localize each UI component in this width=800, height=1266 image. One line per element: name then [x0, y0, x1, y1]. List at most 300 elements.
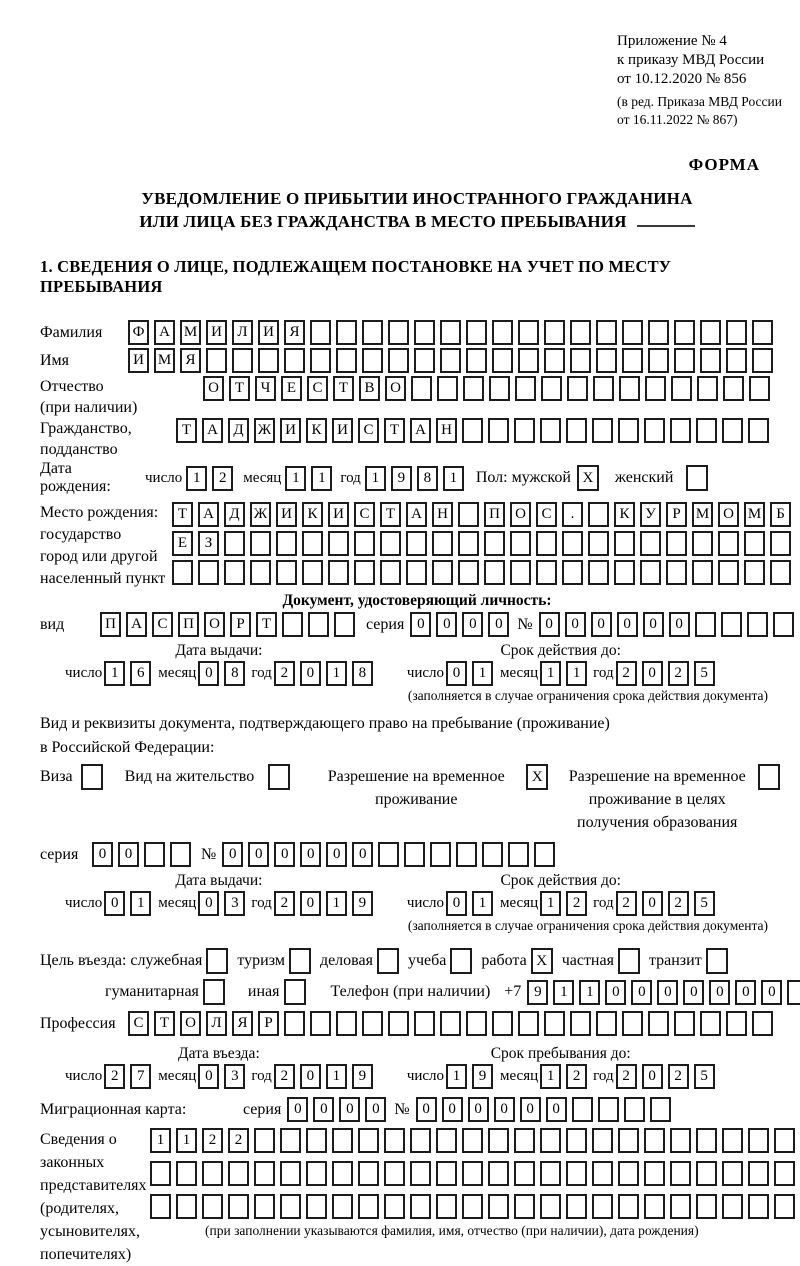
char-cell[interactable]: [458, 531, 479, 556]
char-cell[interactable]: [692, 560, 713, 585]
char-cell[interactable]: Т: [380, 502, 401, 527]
purpose-business-checkbox[interactable]: [206, 948, 228, 974]
char-cell[interactable]: [150, 1194, 171, 1219]
char-cell[interactable]: [336, 320, 357, 345]
char-cell[interactable]: П: [484, 502, 505, 527]
char-cell[interactable]: [640, 560, 661, 585]
char-cell[interactable]: Н: [432, 502, 453, 527]
char-cell[interactable]: Е: [281, 376, 302, 401]
char-cell[interactable]: 1: [326, 1064, 347, 1089]
char-cell[interactable]: [332, 1128, 353, 1153]
char-cell[interactable]: [280, 1128, 301, 1153]
char-cell[interactable]: [462, 1194, 483, 1219]
char-cell[interactable]: К: [614, 502, 635, 527]
char-cell[interactable]: 0: [643, 612, 664, 637]
char-cell[interactable]: [258, 348, 279, 373]
purpose-tourism-checkbox[interactable]: [289, 948, 311, 974]
char-cell[interactable]: [414, 320, 435, 345]
char-cell[interactable]: З: [198, 531, 219, 556]
char-cell[interactable]: 0: [198, 661, 219, 686]
char-cell[interactable]: И: [332, 418, 353, 443]
char-cell[interactable]: 1: [186, 466, 207, 491]
char-cell[interactable]: [544, 320, 565, 345]
char-cell[interactable]: 3: [224, 1064, 245, 1089]
char-cell[interactable]: И: [280, 418, 301, 443]
char-cell[interactable]: [306, 1128, 327, 1153]
char-cell[interactable]: [336, 1011, 357, 1036]
char-cell[interactable]: 0: [326, 842, 347, 867]
char-cell[interactable]: [462, 1128, 483, 1153]
char-cell[interactable]: П: [178, 612, 199, 637]
char-cell[interactable]: [624, 1097, 645, 1122]
char-cell[interactable]: [482, 842, 503, 867]
char-cell[interactable]: [224, 560, 245, 585]
char-cell[interactable]: [488, 418, 509, 443]
char-cell[interactable]: 2: [202, 1128, 223, 1153]
char-cell[interactable]: [570, 348, 591, 373]
char-cell[interactable]: Д: [224, 502, 245, 527]
char-cell[interactable]: [534, 842, 555, 867]
char-cell[interactable]: [671, 376, 692, 401]
char-cell[interactable]: [696, 1194, 717, 1219]
char-cell[interactable]: Р: [666, 502, 687, 527]
char-cell[interactable]: [440, 1011, 461, 1036]
char-cell[interactable]: [544, 348, 565, 373]
char-cell[interactable]: С: [354, 502, 375, 527]
char-cell[interactable]: 0: [683, 980, 704, 1005]
char-cell[interactable]: 0: [300, 842, 321, 867]
char-cell[interactable]: [176, 1194, 197, 1219]
temp-residence-checkbox[interactable]: X: [526, 764, 548, 790]
char-cell[interactable]: [302, 531, 323, 556]
char-cell[interactable]: Т: [384, 418, 405, 443]
char-cell[interactable]: 1: [365, 466, 386, 491]
char-cell[interactable]: 0: [462, 612, 483, 637]
char-cell[interactable]: 2: [212, 466, 233, 491]
char-cell[interactable]: 0: [339, 1097, 360, 1122]
char-cell[interactable]: [692, 531, 713, 556]
char-cell[interactable]: [406, 531, 427, 556]
char-cell[interactable]: [384, 1161, 405, 1186]
char-cell[interactable]: [726, 1011, 747, 1036]
char-cell[interactable]: [456, 842, 477, 867]
char-cell[interactable]: [670, 1161, 691, 1186]
char-cell[interactable]: [592, 1161, 613, 1186]
char-cell[interactable]: [432, 531, 453, 556]
char-cell[interactable]: У: [640, 502, 661, 527]
char-cell[interactable]: [748, 1161, 769, 1186]
char-cell[interactable]: [484, 531, 505, 556]
char-cell[interactable]: [518, 1011, 539, 1036]
char-cell[interactable]: [514, 1194, 535, 1219]
char-cell[interactable]: 2: [668, 1064, 689, 1089]
char-cell[interactable]: [670, 418, 691, 443]
char-cell[interactable]: [648, 348, 669, 373]
char-cell[interactable]: [674, 1011, 695, 1036]
char-cell[interactable]: [666, 560, 687, 585]
char-cell[interactable]: Т: [176, 418, 197, 443]
char-cell[interactable]: А: [198, 502, 219, 527]
char-cell[interactable]: [358, 1161, 379, 1186]
char-cell[interactable]: [328, 531, 349, 556]
char-cell[interactable]: [458, 560, 479, 585]
char-cell[interactable]: 0: [365, 1097, 386, 1122]
char-cell[interactable]: [749, 376, 770, 401]
char-cell[interactable]: [202, 1194, 223, 1219]
char-cell[interactable]: 0: [642, 891, 663, 916]
char-cell[interactable]: [593, 376, 614, 401]
char-cell[interactable]: [566, 1194, 587, 1219]
char-cell[interactable]: 9: [391, 466, 412, 491]
char-cell[interactable]: [696, 418, 717, 443]
char-cell[interactable]: Л: [232, 320, 253, 345]
char-cell[interactable]: [510, 531, 531, 556]
char-cell[interactable]: М: [154, 348, 175, 373]
char-cell[interactable]: К: [302, 502, 323, 527]
purpose-private-checkbox[interactable]: [618, 948, 640, 974]
char-cell[interactable]: 1: [472, 891, 493, 916]
char-cell[interactable]: 0: [642, 1064, 663, 1089]
char-cell[interactable]: [588, 531, 609, 556]
char-cell[interactable]: Б: [770, 502, 791, 527]
char-cell[interactable]: 1: [311, 466, 332, 491]
purpose-humanitarian-checkbox[interactable]: [203, 979, 225, 1005]
char-cell[interactable]: П: [100, 612, 121, 637]
char-cell[interactable]: [540, 1161, 561, 1186]
char-cell[interactable]: 1: [446, 1064, 467, 1089]
char-cell[interactable]: И: [276, 502, 297, 527]
char-cell[interactable]: [518, 320, 539, 345]
char-cell[interactable]: Ф: [128, 320, 149, 345]
char-cell[interactable]: [484, 560, 505, 585]
char-cell[interactable]: 1: [150, 1128, 171, 1153]
char-cell[interactable]: [562, 531, 583, 556]
char-cell[interactable]: [622, 348, 643, 373]
char-cell[interactable]: [150, 1161, 171, 1186]
char-cell[interactable]: 0: [669, 612, 690, 637]
char-cell[interactable]: [645, 376, 666, 401]
char-cell[interactable]: 0: [198, 891, 219, 916]
char-cell[interactable]: [648, 1011, 669, 1036]
char-cell[interactable]: [432, 560, 453, 585]
purpose-work-checkbox[interactable]: X: [531, 948, 553, 974]
char-cell[interactable]: А: [126, 612, 147, 637]
char-cell[interactable]: [508, 842, 529, 867]
char-cell[interactable]: 5: [694, 661, 715, 686]
char-cell[interactable]: 0: [735, 980, 756, 1005]
char-cell[interactable]: 0: [565, 612, 586, 637]
char-cell[interactable]: [596, 348, 617, 373]
char-cell[interactable]: [172, 560, 193, 585]
char-cell[interactable]: 1: [443, 466, 464, 491]
male-checkbox[interactable]: X: [577, 465, 599, 491]
char-cell[interactable]: [198, 560, 219, 585]
char-cell[interactable]: 0: [248, 842, 269, 867]
purpose-other-checkbox[interactable]: [284, 979, 306, 1005]
char-cell[interactable]: [492, 320, 513, 345]
char-cell[interactable]: [562, 560, 583, 585]
char-cell[interactable]: [770, 560, 791, 585]
char-cell[interactable]: 0: [92, 842, 113, 867]
char-cell[interactable]: 7: [130, 1064, 151, 1089]
char-cell[interactable]: [430, 842, 451, 867]
char-cell[interactable]: [748, 1128, 769, 1153]
char-cell[interactable]: [618, 1194, 639, 1219]
female-checkbox[interactable]: [686, 465, 708, 491]
char-cell[interactable]: [488, 1161, 509, 1186]
char-cell[interactable]: [722, 1128, 743, 1153]
char-cell[interactable]: 2: [228, 1128, 249, 1153]
char-cell[interactable]: Ч: [255, 376, 276, 401]
char-cell[interactable]: [458, 502, 479, 527]
char-cell[interactable]: 2: [616, 661, 637, 686]
char-cell[interactable]: Я: [284, 320, 305, 345]
char-cell[interactable]: 0: [313, 1097, 334, 1122]
char-cell[interactable]: [176, 1161, 197, 1186]
char-cell[interactable]: 0: [274, 842, 295, 867]
purpose-commercial-checkbox[interactable]: [377, 948, 399, 974]
char-cell[interactable]: [436, 1161, 457, 1186]
char-cell[interactable]: [536, 560, 557, 585]
char-cell[interactable]: Т: [154, 1011, 175, 1036]
char-cell[interactable]: [440, 348, 461, 373]
char-cell[interactable]: [723, 376, 744, 401]
char-cell[interactable]: [284, 348, 305, 373]
char-cell[interactable]: [592, 1128, 613, 1153]
char-cell[interactable]: [354, 560, 375, 585]
char-cell[interactable]: О: [180, 1011, 201, 1036]
char-cell[interactable]: [250, 560, 271, 585]
char-cell[interactable]: 0: [300, 1064, 321, 1089]
char-cell[interactable]: 0: [446, 661, 467, 686]
char-cell[interactable]: [722, 1194, 743, 1219]
char-cell[interactable]: [414, 348, 435, 373]
char-cell[interactable]: [718, 531, 739, 556]
char-cell[interactable]: [752, 1011, 773, 1036]
char-cell[interactable]: [618, 1161, 639, 1186]
char-cell[interactable]: [748, 1194, 769, 1219]
char-cell[interactable]: [696, 1128, 717, 1153]
residence-permit-checkbox[interactable]: [268, 764, 290, 790]
char-cell[interactable]: 0: [520, 1097, 541, 1122]
char-cell[interactable]: 1: [130, 891, 151, 916]
char-cell[interactable]: [310, 320, 331, 345]
char-cell[interactable]: [510, 560, 531, 585]
char-cell[interactable]: [404, 842, 425, 867]
char-cell[interactable]: [666, 531, 687, 556]
char-cell[interactable]: [748, 418, 769, 443]
char-cell[interactable]: Д: [228, 418, 249, 443]
char-cell[interactable]: [619, 376, 640, 401]
char-cell[interactable]: [670, 1194, 691, 1219]
char-cell[interactable]: [362, 348, 383, 373]
char-cell[interactable]: 1: [566, 661, 587, 686]
char-cell[interactable]: [310, 348, 331, 373]
purpose-transit-checkbox[interactable]: [706, 948, 728, 974]
char-cell[interactable]: М: [744, 502, 765, 527]
char-cell[interactable]: [588, 502, 609, 527]
char-cell[interactable]: Я: [180, 348, 201, 373]
char-cell[interactable]: [384, 1128, 405, 1153]
char-cell[interactable]: Т: [229, 376, 250, 401]
char-cell[interactable]: А: [202, 418, 223, 443]
char-cell[interactable]: 0: [539, 612, 560, 637]
char-cell[interactable]: [540, 1128, 561, 1153]
char-cell[interactable]: [488, 1194, 509, 1219]
char-cell[interactable]: [618, 418, 639, 443]
char-cell[interactable]: [596, 1011, 617, 1036]
char-cell[interactable]: [697, 376, 718, 401]
char-cell[interactable]: [388, 1011, 409, 1036]
char-cell[interactable]: 0: [494, 1097, 515, 1122]
char-cell[interactable]: Т: [333, 376, 354, 401]
char-cell[interactable]: О: [204, 612, 225, 637]
char-cell[interactable]: 2: [566, 891, 587, 916]
char-cell[interactable]: 1: [472, 661, 493, 686]
char-cell[interactable]: [674, 320, 695, 345]
char-cell[interactable]: [674, 348, 695, 373]
char-cell[interactable]: Л: [206, 1011, 227, 1036]
char-cell[interactable]: [540, 1194, 561, 1219]
char-cell[interactable]: 0: [436, 612, 457, 637]
char-cell[interactable]: [410, 1128, 431, 1153]
char-cell[interactable]: [536, 531, 557, 556]
char-cell[interactable]: [622, 320, 643, 345]
char-cell[interactable]: [280, 1161, 301, 1186]
char-cell[interactable]: 0: [468, 1097, 489, 1122]
char-cell[interactable]: [644, 418, 665, 443]
char-cell[interactable]: [489, 376, 510, 401]
char-cell[interactable]: В: [359, 376, 380, 401]
purpose-study-checkbox[interactable]: [450, 948, 472, 974]
char-cell[interactable]: Р: [230, 612, 251, 637]
char-cell[interactable]: 1: [540, 661, 561, 686]
char-cell[interactable]: [466, 348, 487, 373]
char-cell[interactable]: [722, 418, 743, 443]
char-cell[interactable]: [488, 1128, 509, 1153]
char-cell[interactable]: [744, 560, 765, 585]
char-cell[interactable]: [774, 1128, 795, 1153]
char-cell[interactable]: [328, 560, 349, 585]
char-cell[interactable]: [436, 1194, 457, 1219]
char-cell[interactable]: [614, 560, 635, 585]
char-cell[interactable]: Ж: [250, 502, 271, 527]
char-cell[interactable]: .: [562, 502, 583, 527]
char-cell[interactable]: 0: [709, 980, 730, 1005]
char-cell[interactable]: [282, 612, 303, 637]
char-cell[interactable]: А: [406, 502, 427, 527]
char-cell[interactable]: 1: [540, 1064, 561, 1089]
char-cell[interactable]: А: [154, 320, 175, 345]
char-cell[interactable]: [436, 1128, 457, 1153]
char-cell[interactable]: [721, 612, 742, 637]
char-cell[interactable]: [544, 1011, 565, 1036]
char-cell[interactable]: [306, 1194, 327, 1219]
char-cell[interactable]: [774, 1194, 795, 1219]
char-cell[interactable]: О: [203, 376, 224, 401]
char-cell[interactable]: [722, 1161, 743, 1186]
char-cell[interactable]: [224, 531, 245, 556]
char-cell[interactable]: 1: [579, 980, 600, 1005]
char-cell[interactable]: 0: [631, 980, 652, 1005]
char-cell[interactable]: [276, 560, 297, 585]
char-cell[interactable]: М: [180, 320, 201, 345]
char-cell[interactable]: [463, 376, 484, 401]
char-cell[interactable]: [380, 560, 401, 585]
char-cell[interactable]: И: [206, 320, 227, 345]
char-cell[interactable]: [696, 1161, 717, 1186]
char-cell[interactable]: [276, 531, 297, 556]
char-cell[interactable]: [567, 376, 588, 401]
char-cell[interactable]: [540, 418, 561, 443]
char-cell[interactable]: [462, 418, 483, 443]
char-cell[interactable]: [302, 560, 323, 585]
char-cell[interactable]: 0: [222, 842, 243, 867]
char-cell[interactable]: [410, 1161, 431, 1186]
char-cell[interactable]: [384, 1194, 405, 1219]
char-cell[interactable]: [358, 1194, 379, 1219]
char-cell[interactable]: О: [510, 502, 531, 527]
char-cell[interactable]: [440, 320, 461, 345]
char-cell[interactable]: [411, 376, 432, 401]
char-cell[interactable]: 2: [274, 1064, 295, 1089]
char-cell[interactable]: [718, 560, 739, 585]
char-cell[interactable]: Е: [172, 531, 193, 556]
char-cell[interactable]: [354, 531, 375, 556]
char-cell[interactable]: [614, 531, 635, 556]
char-cell[interactable]: 9: [527, 980, 548, 1005]
char-cell[interactable]: С: [536, 502, 557, 527]
char-cell[interactable]: [566, 418, 587, 443]
char-cell[interactable]: О: [385, 376, 406, 401]
char-cell[interactable]: 0: [104, 891, 125, 916]
char-cell[interactable]: [332, 1194, 353, 1219]
char-cell[interactable]: [644, 1194, 665, 1219]
char-cell[interactable]: 0: [300, 891, 321, 916]
char-cell[interactable]: [254, 1128, 275, 1153]
char-cell[interactable]: [410, 1194, 431, 1219]
char-cell[interactable]: С: [152, 612, 173, 637]
char-cell[interactable]: [358, 1128, 379, 1153]
char-cell[interactable]: 1: [176, 1128, 197, 1153]
char-cell[interactable]: [700, 1011, 721, 1036]
char-cell[interactable]: [726, 320, 747, 345]
char-cell[interactable]: Т: [172, 502, 193, 527]
char-cell[interactable]: 0: [287, 1097, 308, 1122]
char-cell[interactable]: [202, 1161, 223, 1186]
char-cell[interactable]: 0: [416, 1097, 437, 1122]
char-cell[interactable]: [650, 1097, 671, 1122]
char-cell[interactable]: Ж: [254, 418, 275, 443]
char-cell[interactable]: [332, 1161, 353, 1186]
char-cell[interactable]: [254, 1194, 275, 1219]
char-cell[interactable]: [388, 348, 409, 373]
char-cell[interactable]: [773, 612, 794, 637]
char-cell[interactable]: К: [306, 418, 327, 443]
char-cell[interactable]: 3: [224, 891, 245, 916]
char-cell[interactable]: [572, 1097, 593, 1122]
char-cell[interactable]: [492, 1011, 513, 1036]
char-cell[interactable]: [206, 348, 227, 373]
char-cell[interactable]: [228, 1194, 249, 1219]
char-cell[interactable]: 1: [540, 891, 561, 916]
char-cell[interactable]: 0: [605, 980, 626, 1005]
char-cell[interactable]: [541, 376, 562, 401]
char-cell[interactable]: [570, 320, 591, 345]
char-cell[interactable]: 0: [446, 891, 467, 916]
char-cell[interactable]: [596, 320, 617, 345]
char-cell[interactable]: 0: [761, 980, 782, 1005]
